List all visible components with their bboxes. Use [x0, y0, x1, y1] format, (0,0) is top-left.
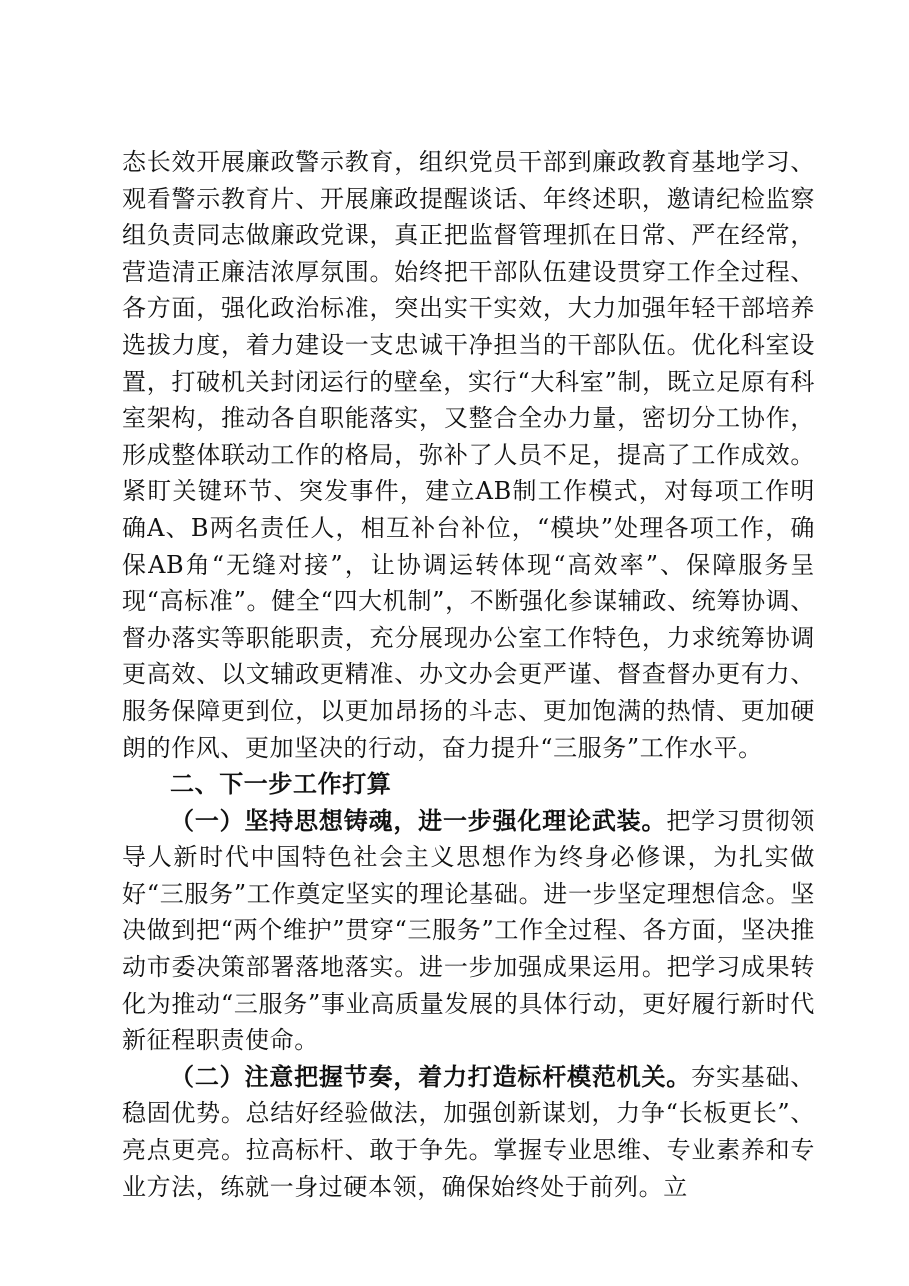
subsection-2 — [122, 1059, 815, 1205]
subsection-2-title: （二）注意把握节奏，着力打造标杆模范机关。 — [170, 1061, 692, 1091]
subsection-1 — [122, 803, 815, 1059]
subsection-2-body: 夯实基础、稳固优势。总结好经验做法，加强创新谋划，力争“长板更长”、亮点更亮。拉高标杆、敢于争先。掌握专业思维、专业素养和专业方法，练就一身过硬本领，确保始终处于前列。立 — [122, 1062, 816, 1201]
section-heading: 二、下一步工作打算 — [170, 769, 392, 799]
document-body — [122, 144, 815, 1205]
paragraph-continued: 态长效开展廉政警示教育，组织党员干部到廉政教育基地学习、观看警示教育片、开展廉政提醒谈话、年终述职，邀请纪检监察组负责同志做廉政党课，真正把监督管理抓在日常、严在经常，营造清正廉洁浓厚氛围。始终把干部队伍建设贯穿工作全过程、各方面，强化政治标准，突出实干实效，大力加强年轻干部培养选拔力度，着力建设一支忠诚干净担当的干部队伍。优化科室设置，打破机关封闭运行的壁垒，实行“大科室”制，既立足原有科室架构，推动各自职能落实，又整合全办力量，密切分工协作，形成整体联动工作的格局，弥补了人员不足，提高了工作成效。紧盯关键环节、突发事件，建立AB制工作模式，对每项工作明确A、B两名责任人，相互补台补位，“模块”处理各项工作，确保AB角“无缝对接”，让协调运转体现“高效率”、保障服务呈现“高标准”。健全“四大机制”，不断强化参谋辅政、统筹协调、督办落实等职能职责，充分展现办公室工作特色，力求统筹协调更高效、以文辅政更精准、办文办会更严谨、督查督办更有力、服务保障更到位，以更加昂扬的斗志、更加饱满的热情、更加硬朗的作风、更加坚决的行动，奋力提升“三服务”工作水平。 — [122, 148, 815, 762]
subsection-1-title: （一）坚持思想铸魂，进一步强化理论武装。 — [170, 805, 667, 835]
subsection-1-body: 把学习贯彻领导人新时代中国特色社会主义思想作为终身必修课，为扎实做好“三服务”工作奠定坚实的理论基础。进一步坚定理想信念。坚决做到把“两个维护”贯穿“三服务”工作全过程、各方面，坚决推动市委决策部署落地落实。进一步加强成果运用。把学习成果转化为推动“三服务”事业高质量发展的具体行动，更好履行新时代新征程职责使命。 — [122, 806, 815, 1055]
